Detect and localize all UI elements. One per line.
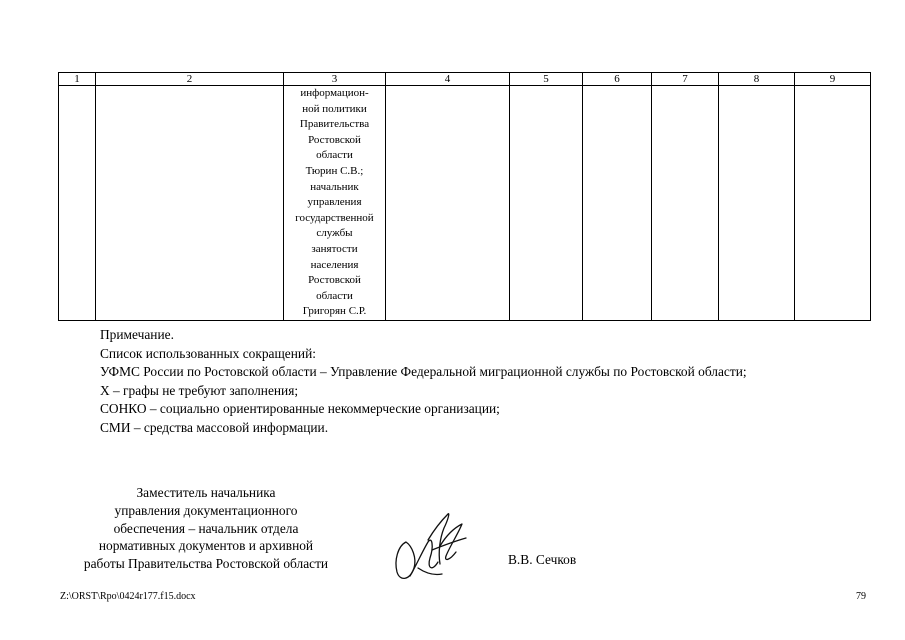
column-header-1: 1 <box>59 73 96 86</box>
table-cell-col9 <box>795 86 871 321</box>
table-cell-col4 <box>386 86 510 321</box>
position-line: обеспечения – начальник отдела <box>113 520 299 536</box>
table-cell-responsible: информацион- ной политики Правительства Ростовской области Тюрин С.В.; начальник управления государственной службы занятости населения Ростовской области Григорян С.Р. <box>284 86 386 321</box>
signatory-position <box>50 484 362 573</box>
table-cell-col5 <box>510 86 583 321</box>
position-line: Заместитель начальника <box>136 485 276 500</box>
note-item: СМИ – средства массовой информации. <box>100 419 329 435</box>
table-header-row <box>59 73 871 86</box>
table-cell-col6 <box>583 86 652 321</box>
column-header-8: 8 <box>719 73 795 86</box>
page-number: 79 <box>856 591 866 602</box>
column-header-5: 5 <box>510 73 583 86</box>
note-item: Х – графы не требуют заполнения; <box>100 382 299 398</box>
note-title: Примечание. <box>100 327 174 342</box>
position-line: нормативных документов и архивной <box>98 538 314 554</box>
abbreviations-note <box>100 326 747 437</box>
handwritten-signature <box>388 506 474 586</box>
table-cell-col7 <box>652 86 719 321</box>
data-table <box>58 72 871 321</box>
note-intro: Список использованных сокращений: <box>100 345 316 361</box>
table-cell-col8 <box>719 86 795 321</box>
note-item: СОНКО – социально ориентированные некоммерческие организации; <box>100 401 500 416</box>
column-header-2: 2 <box>96 73 284 86</box>
column-header-6: 6 <box>583 73 652 86</box>
column-header-7: 7 <box>652 73 719 86</box>
table-cell-col1 <box>59 86 96 321</box>
signer-name: В.В. Сечков <box>508 552 577 567</box>
column-header-9: 9 <box>795 73 871 86</box>
column-header-3: 3 <box>284 73 386 86</box>
table-cell-col2 <box>96 86 284 321</box>
column-header-4: 4 <box>386 73 510 86</box>
table-row <box>59 86 871 321</box>
position-line: работы Правительства Ростовской области <box>83 556 329 572</box>
position-line: управления документационного <box>114 502 298 518</box>
file-path: Z:\ORST\Rpo\0424r177.f15.docx <box>60 591 196 602</box>
note-item: УФМС России по Ростовской области – Управление Федеральной миграционной службы по Ростовской области; <box>100 364 747 379</box>
